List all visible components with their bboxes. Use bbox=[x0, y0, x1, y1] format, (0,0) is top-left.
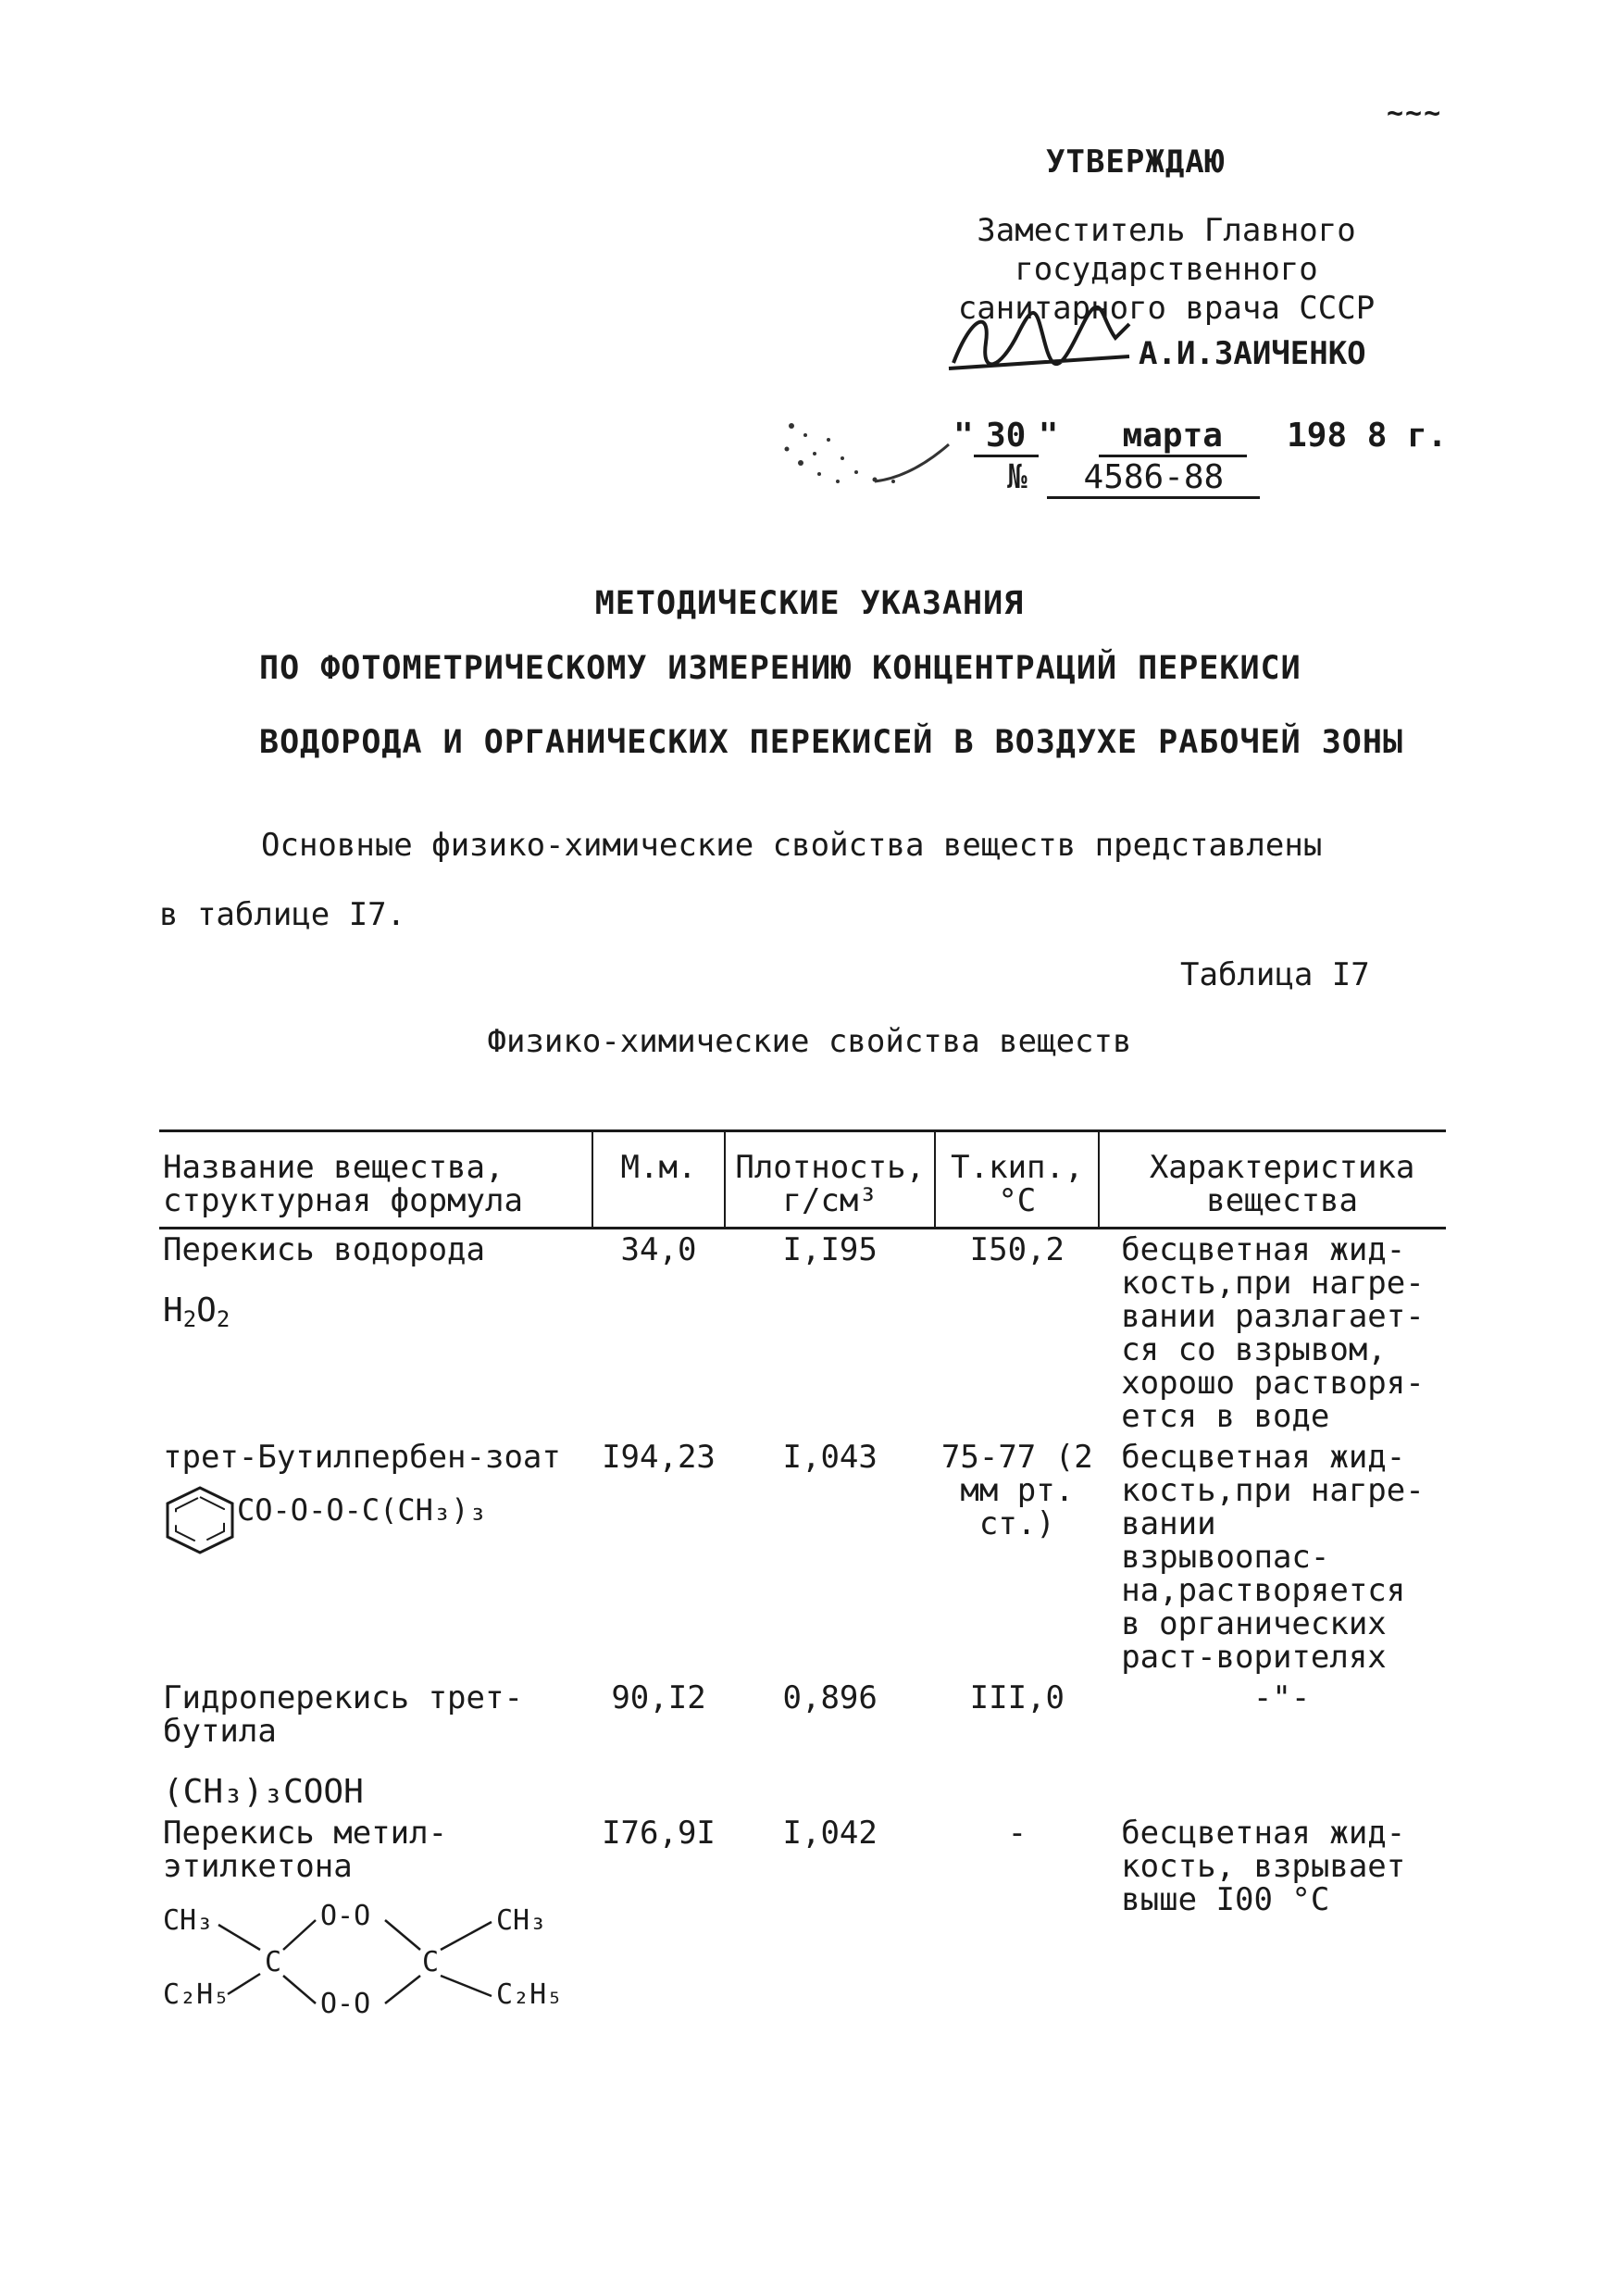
cell-mm: I94,23 bbox=[602, 1439, 716, 1476]
approval-date bbox=[953, 417, 1447, 457]
cell-characteristic: -"- bbox=[1252, 1679, 1311, 1716]
table-row bbox=[159, 1437, 1446, 1678]
header-text: Т.кип., bbox=[951, 1149, 1084, 1186]
structure-label: C₂H₅ bbox=[163, 1978, 230, 2011]
cell-boiling-point: 75-77 (2 мм рт. ст.) bbox=[940, 1439, 1093, 1542]
cell-characteristic: бесцветная жид-кость,при нагре-вании взрывоопас-на,растворяется в органических раст-ворителях bbox=[1121, 1439, 1425, 1676]
structure-label: O-O bbox=[320, 1900, 371, 1932]
intro-paragraph: Основные физико-химические свойства веществ представлены bbox=[261, 827, 1323, 864]
cell-density: 0,896 bbox=[782, 1679, 878, 1716]
substance-name: Перекись метил-этилкетона bbox=[163, 1815, 448, 1885]
number-value: 4586-88 bbox=[1047, 458, 1260, 499]
header-text: Характеристика bbox=[1149, 1149, 1415, 1186]
cell-name bbox=[159, 1437, 592, 1678]
date-quote: " bbox=[1038, 417, 1059, 455]
page-number-mark: ~~~ bbox=[1387, 97, 1443, 130]
header-name bbox=[159, 1131, 592, 1229]
table-row bbox=[159, 1229, 1446, 1438]
document-subtitle: ВОДОРОДА И ОРГАНИЧЕСКИХ ПЕРЕКИСЕЙ В ВОЗДУХЕ РАБОЧЕЙ ЗОНЫ bbox=[259, 724, 1404, 761]
cell-density: I,043 bbox=[782, 1439, 878, 1476]
benzene-structure bbox=[163, 1483, 589, 1564]
substance-formula: (CH₃)₃COOH bbox=[163, 1773, 364, 1811]
approval-number bbox=[1007, 458, 1260, 499]
header-text: Название вещества, bbox=[163, 1149, 504, 1186]
header-text: вещества bbox=[1206, 1182, 1358, 1219]
number-label: № bbox=[1007, 458, 1027, 496]
cell-characteristic: бесцветная жид-кость, взрывает выше I00 °С bbox=[1121, 1815, 1406, 1918]
structure-label: CH₃ bbox=[163, 1904, 214, 1937]
substance-name: трет-Бутилпербен-зоат bbox=[163, 1439, 561, 1476]
table-title: Физико-химические свойства веществ bbox=[487, 1023, 1132, 1060]
header-boiling-point bbox=[935, 1131, 1099, 1229]
cell-boiling-point: I50,2 bbox=[969, 1231, 1065, 1268]
header-mm bbox=[592, 1131, 725, 1229]
document-subtitle: ПО ФОТОМЕТРИЧЕСКОМУ ИЗМЕРЕНИЮ КОНЦЕНТРАЦИЙ ПЕРЕКИСИ bbox=[259, 650, 1301, 687]
date-month: марта bbox=[1099, 417, 1247, 457]
header-characteristic bbox=[1099, 1131, 1446, 1229]
structure-label: C bbox=[265, 1946, 282, 1978]
cell-density: I,I95 bbox=[782, 1231, 878, 1268]
approval-name: А.И.ЗАИЧЕНКО bbox=[1139, 335, 1366, 372]
table-number: Таблица I7 bbox=[1180, 956, 1370, 993]
approval-title: УТВЕРЖДАЮ bbox=[1046, 144, 1226, 181]
signature-image bbox=[944, 306, 1139, 380]
cell-name bbox=[159, 1813, 592, 2032]
header-text: структурная формула bbox=[163, 1182, 523, 1219]
cell-name bbox=[159, 1678, 592, 1813]
stamp-image bbox=[773, 407, 958, 500]
structure-label: C₂H₅ bbox=[496, 1978, 564, 2011]
approval-role-line: Заместитель Главного bbox=[977, 212, 1356, 249]
date-quote: " bbox=[953, 417, 974, 455]
cell-boiling-point: - bbox=[1007, 1815, 1027, 1852]
benzene-ring-icon bbox=[163, 1483, 496, 1557]
approval-role-line: санитарного врача СССР bbox=[957, 290, 1376, 327]
cell-density: I,042 bbox=[782, 1815, 878, 1852]
cell-mm: 90,I2 bbox=[611, 1679, 706, 1716]
structure-label: CH₃ bbox=[496, 1904, 547, 1937]
date-year: 198 8 г. bbox=[1287, 417, 1448, 455]
document-title: МЕТОДИЧЕСКИЕ УКАЗАНИЯ bbox=[594, 585, 1025, 622]
date-day: 30 bbox=[974, 417, 1039, 457]
cell-mm: I76,9I bbox=[602, 1815, 716, 1852]
table-row bbox=[159, 1678, 1446, 1813]
cell-boiling-point: III,0 bbox=[969, 1679, 1065, 1716]
header-text: °C bbox=[998, 1182, 1037, 1219]
header-density bbox=[725, 1131, 935, 1229]
cell-name bbox=[159, 1229, 592, 1438]
header-text: г/см³ bbox=[782, 1182, 878, 1219]
benzoate-formula-text: CO-O-O-C(CH₃)₃ bbox=[237, 1492, 487, 1528]
cell-characteristic: бесцветная жид-кость,при нагре-вании разлагает-ся со взрывом, хорошо растворя-ется в воде bbox=[1121, 1231, 1425, 1435]
structure-label: O-O bbox=[320, 1988, 371, 2020]
structure-label: C bbox=[422, 1946, 440, 1978]
intro-paragraph: в таблице I7. bbox=[159, 896, 406, 933]
approval-role-line: государственного bbox=[1015, 251, 1318, 288]
cell-mm: 34,0 bbox=[620, 1231, 697, 1268]
substance-name: Гидроперекись трет-бутила bbox=[163, 1679, 523, 1750]
table-row bbox=[159, 1813, 1446, 2032]
table-header-row bbox=[159, 1131, 1446, 1229]
substance-name: Перекись водорода bbox=[163, 1231, 485, 1268]
header-text: Плотность, bbox=[735, 1149, 926, 1186]
header-text: М.м. bbox=[620, 1149, 697, 1186]
ring-structure-icon bbox=[163, 1892, 589, 2022]
peroxide-structure bbox=[163, 1892, 589, 2028]
substance-formula: $H_2O_2$ bbox=[163, 1292, 230, 1332]
properties-table bbox=[159, 1129, 1446, 2032]
